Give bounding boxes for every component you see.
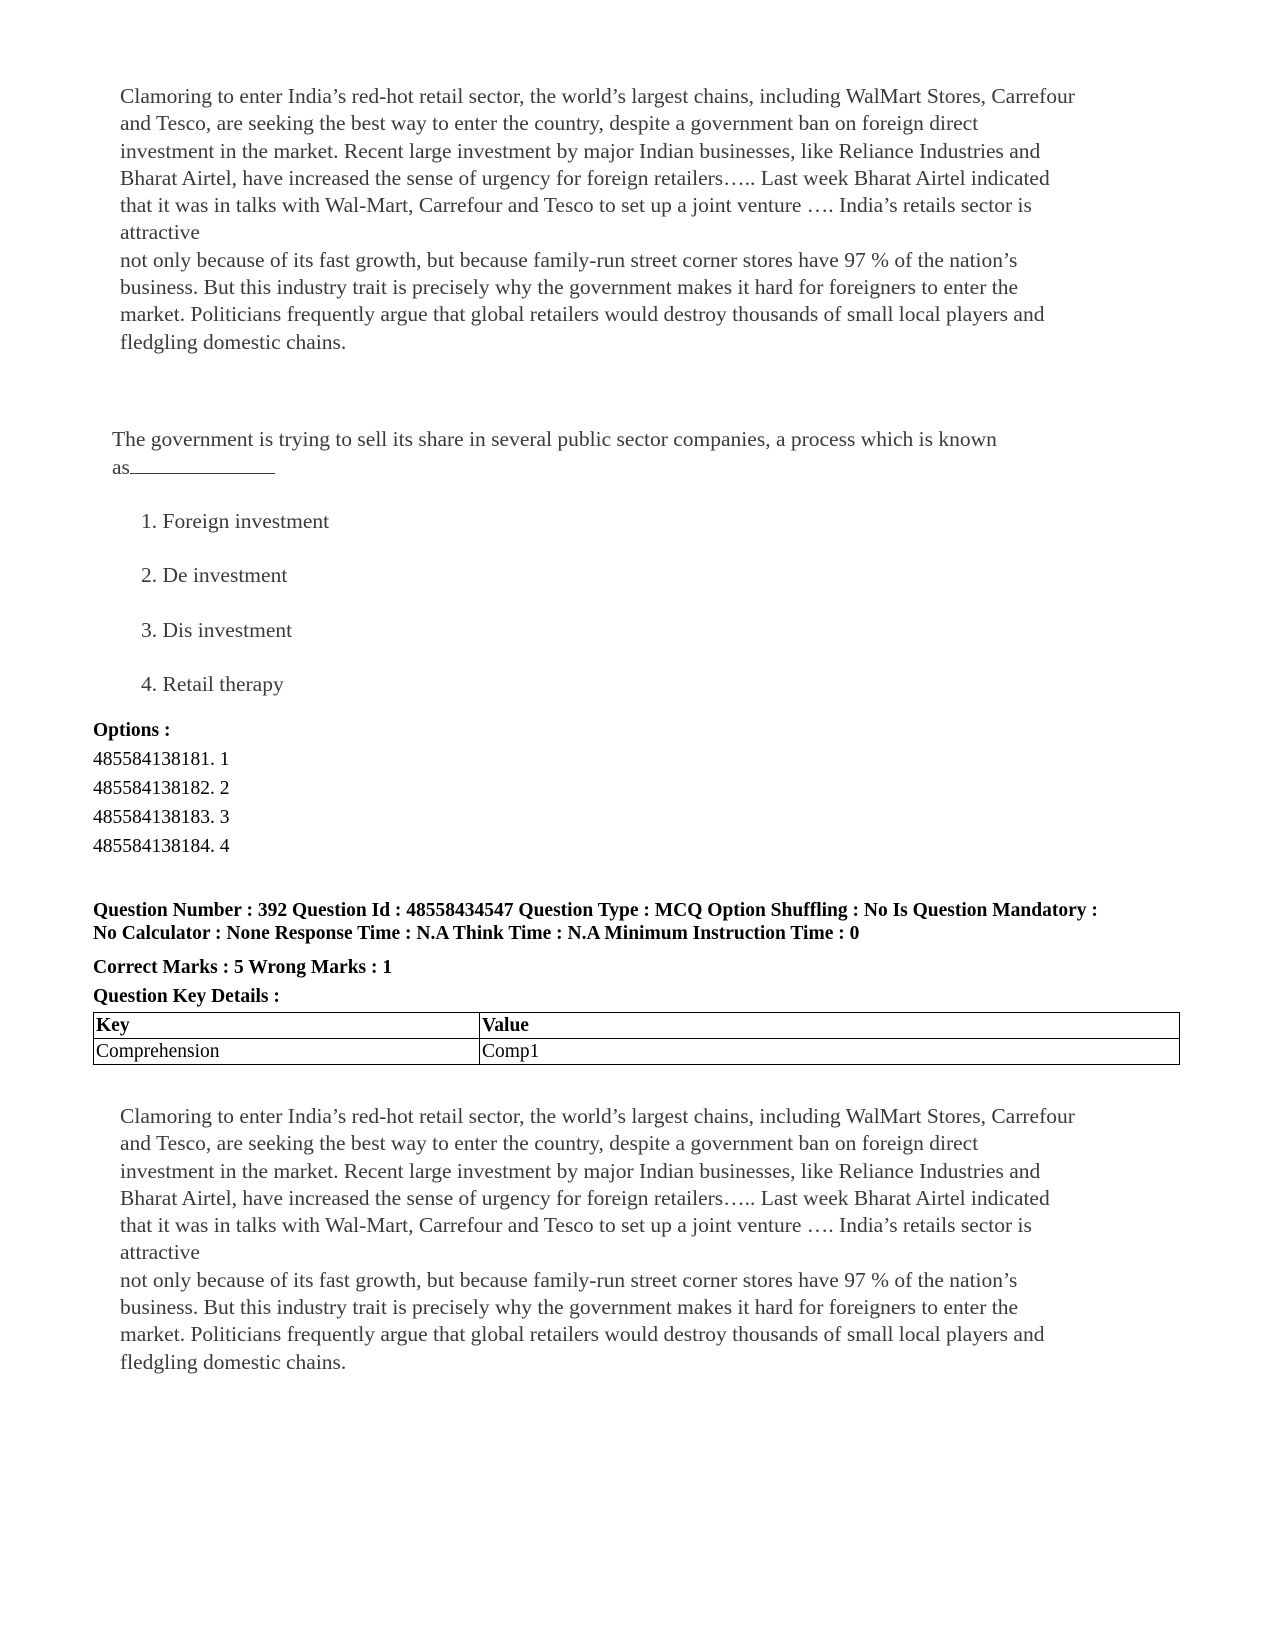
- marks-line: Correct Marks : 5 Wrong Marks : 1: [93, 957, 393, 978]
- options-heading: Options :: [93, 720, 171, 741]
- passage-line: Clamoring to enter India’s red-hot retail sector, the world’s largest chains, including WalMart Stores, Carrefour: [120, 84, 1075, 108]
- passage-line: business. But this industry trait is precisely why the government makes it hard for foreigners to enter the: [120, 275, 1019, 300]
- passage-line: Clamoring to enter India’s red-hot retail sector, the world’s largest chains, including WalMart Stores, Carrefour: [120, 1104, 1075, 1128]
- passage-line: attractive: [120, 220, 200, 245]
- key-details-table: [93, 1012, 1180, 1065]
- choice-item: 3. Dis investment: [141, 618, 293, 642]
- option-item: 485584138182. 2: [93, 778, 230, 799]
- table-header-value: Value: [480, 1013, 1180, 1039]
- passage-line: Bharat Airtel, have increased the sense of urgency for foreign retailers….. Last week Bharat Airtel indicated: [120, 165, 1050, 190]
- choice-item: 2. De investment: [141, 563, 288, 587]
- question-info-line: Question Number : 392 Question Id : 48558434547 Question Type : MCQ Option Shuffling : No Is Question Mandatory :: [93, 900, 1098, 921]
- table-cell-value: Comp1: [480, 1039, 1180, 1065]
- passage-line: that it was in talks with Wal-Mart, Carrefour and Tesco to set up a joint venture …. India’s retails sector is: [120, 193, 1032, 218]
- table-header-key: Key: [94, 1013, 480, 1039]
- comprehension-passage: [120, 83, 1180, 356]
- option-item: 485584138181. 1: [93, 749, 230, 770]
- question-info-line: No Calculator : None Response Time : N.A Think Time : N.A Minimum Instruction Time : 0: [93, 923, 860, 944]
- passage-line: fledgling domestic chains.: [120, 1349, 347, 1374]
- passage-line: that it was in talks with Wal-Mart, Carrefour and Tesco to set up a joint venture …. India’s retails sector is: [120, 1213, 1032, 1238]
- passage-line: market. Politicians frequently argue that global retailers would destroy thousands of small local players and: [120, 1322, 1045, 1347]
- passage-line: business. But this industry trait is precisely why the government makes it hard for foreigners to enter the: [120, 1295, 1019, 1320]
- passage-line: not only because of its fast growth, but because family-run street corner stores have 97 % of the nation’s: [120, 247, 1018, 272]
- question-line: as: [112, 455, 130, 479]
- choice-item: 4. Retail therapy: [141, 672, 284, 696]
- choice-item: 1. Foreign investment: [141, 509, 330, 533]
- passage-line: and Tesco, are seeking the best way to enter the country, despite a government ban on foreign direct: [120, 111, 979, 136]
- question-info: [93, 899, 1223, 945]
- table-cell-key: Comprehension: [94, 1039, 480, 1065]
- table-header-row: [94, 1013, 1180, 1039]
- question-text: [112, 425, 1112, 481]
- passage-line: not only because of its fast growth, but because family-run street corner stores have 97 % of the nation’s: [120, 1267, 1018, 1292]
- question-line-blank-row: [112, 453, 1112, 481]
- answer-blank: [130, 455, 275, 474]
- option-item: 485584138184. 4: [93, 836, 230, 857]
- option-item: 485584138183. 3: [93, 807, 230, 828]
- question-line: The government is trying to sell its share in several public sector companies, a process which is known: [112, 427, 997, 451]
- passage-line: market. Politicians frequently argue that global retailers would destroy thousands of small local players and: [120, 302, 1045, 327]
- comprehension-passage: [120, 1103, 1180, 1376]
- passage-line: and Tesco, are seeking the best way to enter the country, despite a government ban on foreign direct: [120, 1131, 979, 1156]
- passage-line: attractive: [120, 1240, 200, 1265]
- passage-line: fledgling domestic chains.: [120, 329, 347, 354]
- passage-line: Bharat Airtel, have increased the sense of urgency for foreign retailers….. Last week Bharat Airtel indicated: [120, 1185, 1050, 1210]
- passage-line: investment in the market. Recent large investment by major Indian businesses, like Reliance Industries and: [120, 1158, 1041, 1183]
- key-details-heading: Question Key Details :: [93, 986, 280, 1007]
- table-row: [94, 1039, 1180, 1065]
- passage-line: investment in the market. Recent large investment by major Indian businesses, like Reliance Industries and: [120, 138, 1041, 163]
